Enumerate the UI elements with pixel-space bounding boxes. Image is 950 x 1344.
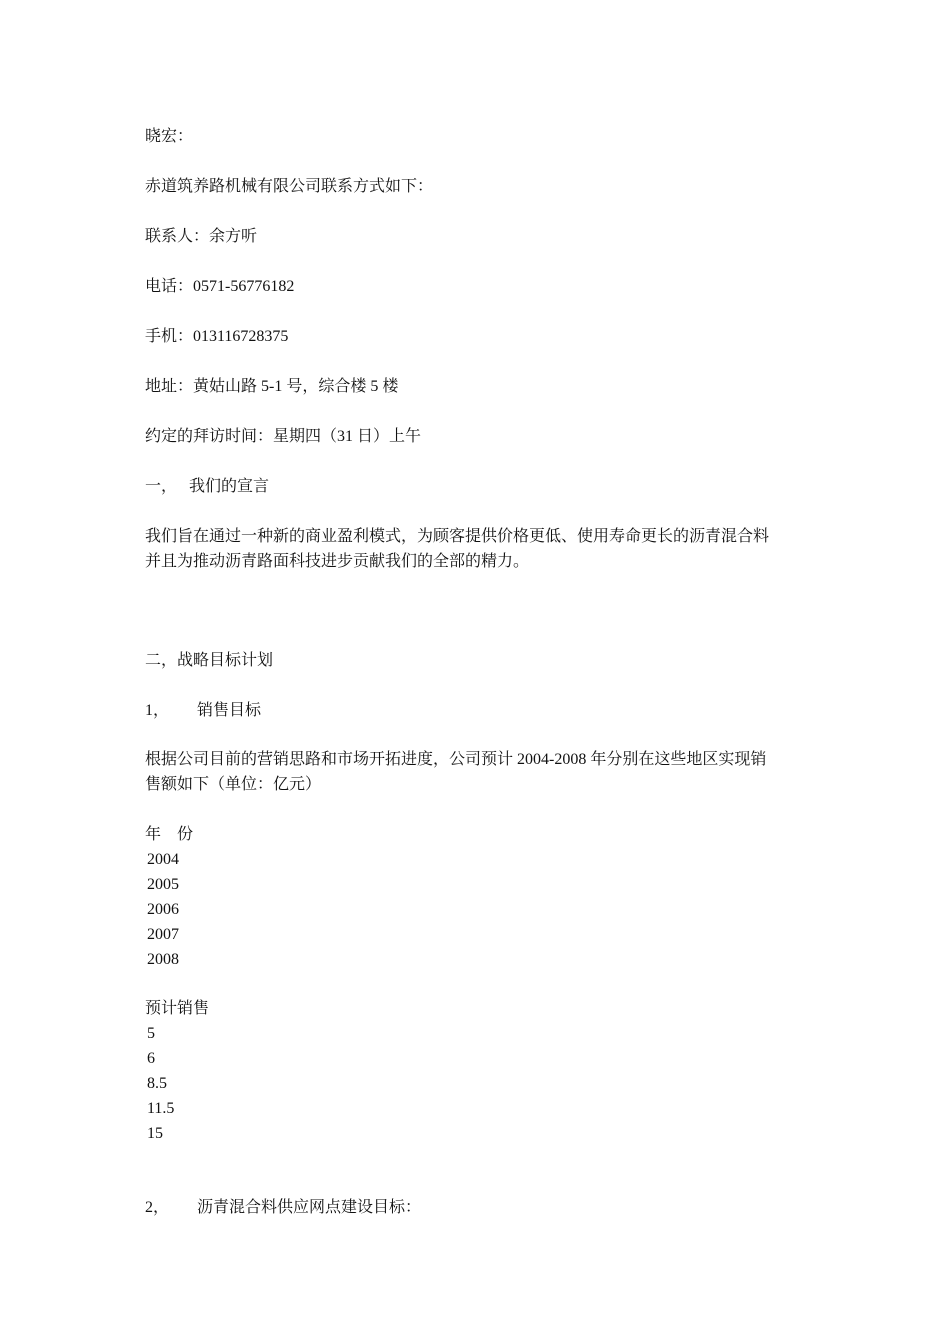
address: 地址：黄姑山路 5-1 号，综合楼 5 楼 xyxy=(145,378,399,395)
section-1-title: 我们的宣言 xyxy=(189,478,270,495)
mobile-number: 手机：013116728375 xyxy=(145,328,289,345)
year-column-header: 年 份 xyxy=(145,826,194,843)
subsection-2-number: 2， xyxy=(145,1199,170,1216)
sales-intro-line-2: 售额如下（单位：亿元） xyxy=(145,776,322,793)
year-value: 2008 xyxy=(147,951,179,968)
sales-value: 6 xyxy=(147,1050,155,1067)
section-1-body-line-2: 并且为推动沥青路面科技进步贡献我们的全部的精力。 xyxy=(145,553,530,570)
year-value: 2005 xyxy=(147,876,179,893)
sales-value: 5 xyxy=(147,1025,155,1042)
section-1-number: 一， xyxy=(145,478,178,495)
subsection-1-number: 1， xyxy=(145,702,170,719)
visit-time: 约定的拜访时间：星期四（31 日）上午 xyxy=(145,428,422,445)
subsection-2-heading xyxy=(145,1198,421,1218)
year-value: 2006 xyxy=(147,901,179,918)
contact-person: 联系人：余方听 xyxy=(145,228,258,245)
year-value: 2007 xyxy=(147,926,179,943)
section-1-body-line-1: 我们旨在通过一种新的商业盈利模式，为顾客提供价格更低、使用寿命更长的沥青混合料 xyxy=(145,528,770,545)
phone-number: 电话：0571-56776182 xyxy=(145,278,295,295)
sales-column-header: 预计销售 xyxy=(145,1000,210,1017)
subsection-2-title: 沥青混合料供应网点建设目标： xyxy=(197,1199,422,1216)
company-intro: 赤道筑养路机械有限公司联系方式如下： xyxy=(145,178,434,195)
section-2-title: 二，战略目标计划 xyxy=(145,652,274,669)
sales-intro-line-1: 根据公司目前的营销思路和市场开拓进度，公司预计 2004-2008 年分别在这些地区实现销 xyxy=(145,751,767,768)
section-1-heading xyxy=(145,477,269,497)
greeting: 晓宏： xyxy=(145,128,194,145)
sales-value: 11.5 xyxy=(147,1100,175,1117)
subsection-1-title: 销售目标 xyxy=(197,702,262,719)
sales-value: 8.5 xyxy=(147,1075,167,1092)
subsection-1-heading xyxy=(145,701,261,721)
sales-value: 15 xyxy=(147,1125,163,1142)
year-value: 2004 xyxy=(147,851,179,868)
